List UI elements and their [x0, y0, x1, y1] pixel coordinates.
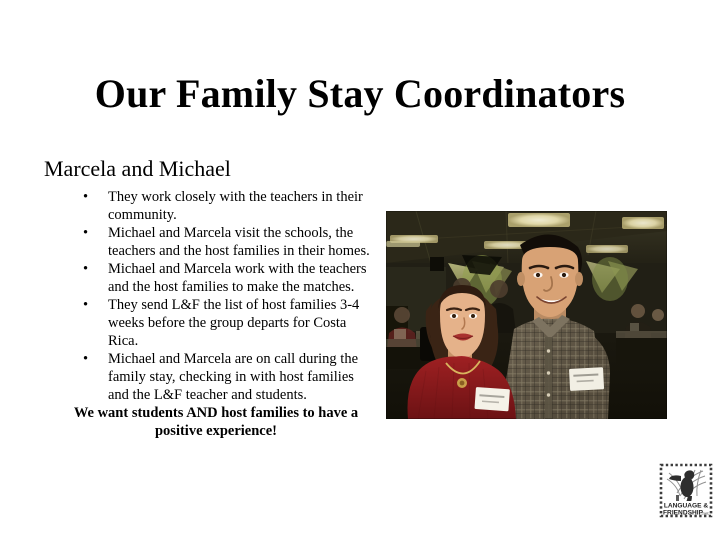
list-item [44, 260, 374, 296]
list-item [44, 296, 374, 350]
list-item-text: Michael and Marcela work with the teachers and the host families to make the matches. [108, 261, 367, 295]
list-item-text: They work closely with the teachers in their community. [108, 189, 363, 223]
closing-statement: We want students AND host families to have a positive experience! [73, 405, 359, 439]
logo-line-2: FRIENDSHIP [663, 509, 703, 517]
list-item [44, 188, 374, 224]
bullet-icon: • [83, 189, 89, 205]
list-item [44, 350, 374, 404]
subheading: Marcela and Michael [44, 156, 231, 181]
logo-line-3: .net [701, 511, 709, 516]
content-column [44, 156, 374, 440]
list-item-text: They send L&F the list of host families 3-4 weeks before the group departs for Costa Rica. [108, 297, 360, 349]
photo-marcela-and-michael [386, 211, 667, 419]
bullet-icon: • [83, 225, 89, 241]
bullet-icon: • [83, 297, 89, 313]
bullet-icon: • [83, 351, 89, 367]
list-item-text: Michael and Marcela visit the schools, the teachers and the host families in their homes. [108, 225, 370, 259]
language-and-friendship-logo [657, 461, 715, 520]
list-item-text: Michael and Marcela are on call during the family stay, checking in with host families and the L&F teacher and students. [108, 351, 359, 403]
page-title: Our Family Stay Coordinators [94, 71, 626, 116]
list-item [44, 224, 374, 260]
bullet-list [44, 188, 374, 404]
logo-line-1: LANGUAGE & [663, 502, 709, 510]
bullet-icon: • [83, 261, 89, 277]
